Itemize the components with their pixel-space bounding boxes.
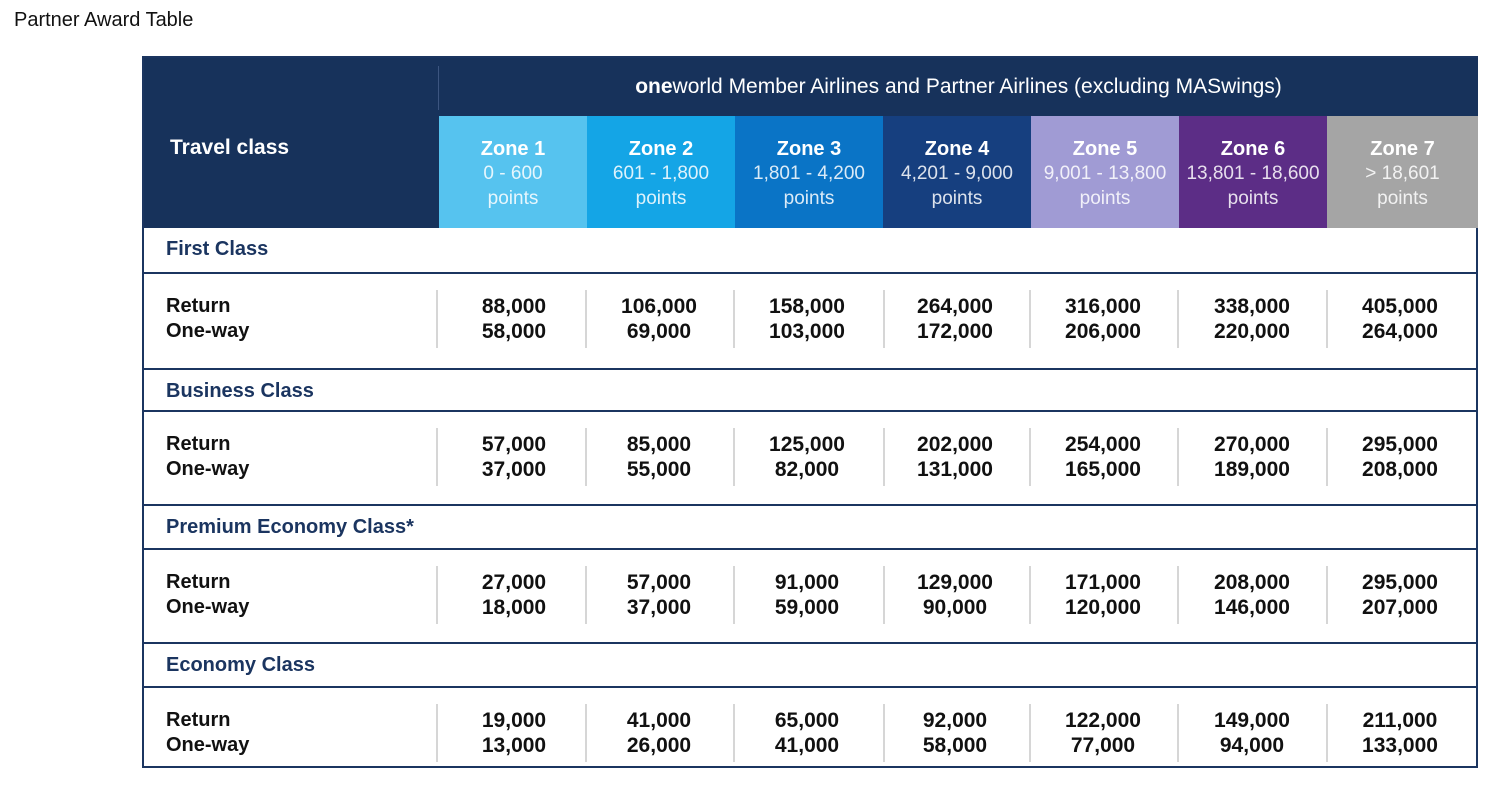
oneway-points: 146,000	[1214, 596, 1290, 619]
return-points: 405,000	[1362, 295, 1438, 318]
points-cell	[733, 708, 881, 758]
section-title: Economy Class	[166, 654, 315, 676]
oneway-points: 41,000	[774, 734, 840, 757]
return-points: 254,000	[1065, 433, 1141, 456]
zone-unit: points	[1227, 188, 1279, 209]
airline-group-title	[439, 58, 1478, 116]
return-points: 171,000	[1065, 571, 1141, 594]
return-points: 295,000	[1362, 433, 1438, 456]
return-points: 295,000	[1362, 571, 1438, 594]
oneway-points: 58,000	[922, 734, 988, 757]
oneway-label: One-way	[166, 320, 250, 342]
zone-header-3	[735, 116, 883, 228]
points-cell	[881, 432, 1029, 482]
oneway-points: 94,000	[1219, 734, 1285, 757]
return-points: 85,000	[626, 433, 692, 456]
return-points: 211,000	[1362, 709, 1438, 732]
return-points: 264,000	[917, 295, 993, 318]
zone-range: 4,201 - 9,000	[901, 163, 1013, 184]
zone-unit: points	[635, 188, 687, 209]
points-cell	[440, 294, 588, 344]
travel-class-label: Travel class	[170, 136, 290, 159]
oneway-label: One-way	[166, 734, 250, 756]
zone-name: Zone 6	[1220, 138, 1286, 160]
row-label	[166, 294, 249, 344]
return-points: 88,000	[481, 295, 547, 318]
column-separator	[436, 290, 438, 348]
points-cell	[881, 570, 1029, 620]
return-points: 129,000	[917, 571, 993, 594]
return-points: 106,000	[621, 295, 697, 318]
zone-range: 1,801 - 4,200	[753, 163, 865, 184]
points-cell	[1029, 294, 1177, 344]
oneway-points: 37,000	[481, 458, 547, 481]
oneway-points: 37,000	[626, 596, 692, 619]
zone-range: 0 - 600	[483, 163, 543, 184]
oneworld-bold-text: one	[635, 75, 673, 98]
points-cell	[585, 708, 733, 758]
zone-header-7	[1327, 116, 1478, 228]
zone-header-2	[587, 116, 735, 228]
points-cell	[1178, 570, 1326, 620]
column-separator	[436, 566, 438, 624]
return-label: Return	[166, 709, 231, 731]
oneway-label: One-way	[166, 458, 250, 480]
oneway-points: 18,000	[481, 596, 547, 619]
return-points: 316,000	[1065, 295, 1141, 318]
section-title: Premium Economy Class*	[166, 516, 414, 538]
return-points: 27,000	[481, 571, 547, 594]
points-cell	[1178, 708, 1326, 758]
oneway-label: One-way	[166, 596, 250, 618]
return-points: 57,000	[626, 571, 692, 594]
oneway-points: 165,000	[1065, 458, 1141, 481]
points-cell	[1326, 570, 1474, 620]
points-cell	[440, 432, 588, 482]
oneway-points: 131,000	[917, 458, 993, 481]
zone-name: Zone 4	[924, 138, 990, 160]
oneway-points: 58,000	[481, 320, 547, 343]
group-title-text: world Member Airlines and Partner Airlines (excluding MASwings)	[672, 75, 1282, 98]
zone-unit: points	[783, 188, 835, 209]
section-header	[144, 504, 1478, 550]
oneway-points: 208,000	[1362, 458, 1438, 481]
return-points: 270,000	[1214, 433, 1290, 456]
points-cell	[585, 432, 733, 482]
zone-range: > 18,601	[1365, 163, 1440, 184]
zone-name: Zone 3	[776, 138, 842, 160]
zone-unit: points	[487, 188, 539, 209]
row-label	[166, 432, 249, 482]
return-points: 65,000	[774, 709, 840, 732]
oneway-points: 59,000	[774, 596, 840, 619]
oneway-points: 90,000	[922, 596, 988, 619]
column-separator	[436, 428, 438, 486]
oneway-points: 82,000	[774, 458, 840, 481]
return-label: Return	[166, 295, 231, 317]
section-header	[144, 642, 1478, 688]
zone-header-1	[439, 116, 587, 228]
zone-range: 9,001 - 13,800	[1043, 163, 1167, 184]
section-title: First Class	[166, 238, 269, 260]
points-cell	[881, 294, 1029, 344]
points-cell	[1178, 294, 1326, 344]
oneway-points: 206,000	[1065, 320, 1141, 343]
return-points: 92,000	[922, 709, 988, 732]
zone-name: Zone 7	[1370, 138, 1435, 160]
zone-unit: points	[1079, 188, 1131, 209]
oneway-points: 189,000	[1214, 458, 1290, 481]
return-points: 57,000	[481, 433, 547, 456]
zone-name: Zone 2	[628, 138, 694, 160]
return-points: 149,000	[1214, 709, 1290, 732]
oneway-points: 220,000	[1214, 320, 1290, 343]
points-cell	[1029, 432, 1177, 482]
oneway-points: 26,000	[626, 734, 692, 757]
zone-name: Zone 5	[1072, 138, 1138, 160]
return-points: 125,000	[769, 433, 845, 456]
points-cell	[585, 294, 733, 344]
points-cell	[733, 432, 881, 482]
points-cell	[1326, 708, 1474, 758]
oneway-points: 103,000	[769, 320, 845, 343]
zone-header-5	[1031, 116, 1179, 228]
section-title: Business Class	[166, 380, 314, 402]
points-cell	[881, 708, 1029, 758]
return-points: 208,000	[1214, 571, 1290, 594]
return-label: Return	[166, 571, 231, 593]
points-cell	[585, 570, 733, 620]
points-cell	[440, 570, 588, 620]
page-title: Partner Award Table	[14, 9, 194, 31]
zone-header-6	[1179, 116, 1327, 228]
oneway-points: 120,000	[1065, 596, 1141, 619]
points-cell	[1029, 570, 1177, 620]
points-cell	[1326, 294, 1474, 344]
partner-award-table	[142, 56, 1478, 768]
points-cell	[440, 708, 588, 758]
return-label: Return	[166, 433, 231, 455]
table-header	[144, 58, 1478, 228]
table-row	[144, 274, 1478, 366]
zone-name: Zone 1	[480, 138, 546, 160]
table-row	[144, 688, 1478, 780]
table-row	[144, 550, 1478, 642]
return-points: 122,000	[1065, 709, 1141, 732]
points-cell	[1029, 708, 1177, 758]
section-header	[144, 368, 1478, 412]
table-row	[144, 412, 1478, 504]
oneway-points: 13,000	[481, 734, 547, 757]
oneway-points: 55,000	[626, 458, 692, 481]
row-label	[166, 708, 249, 758]
section-header	[144, 228, 1478, 274]
return-points: 338,000	[1214, 295, 1290, 318]
oneway-points: 77,000	[1070, 734, 1136, 757]
row-label	[166, 570, 249, 620]
oneway-points: 172,000	[917, 320, 993, 343]
oneway-points: 264,000	[1362, 320, 1438, 343]
zone-range: 13,801 - 18,600	[1186, 163, 1320, 184]
return-points: 202,000	[917, 433, 993, 456]
column-separator	[436, 704, 438, 762]
points-cell	[1178, 432, 1326, 482]
zone-header-4	[883, 116, 1031, 228]
zone-unit: points	[1377, 188, 1428, 209]
zone-unit: points	[931, 188, 983, 209]
zone-range: 601 - 1,800	[612, 163, 710, 184]
oneway-points: 133,000	[1362, 734, 1438, 757]
points-cell	[733, 294, 881, 344]
points-cell	[733, 570, 881, 620]
return-points: 158,000	[769, 295, 845, 318]
points-cell	[1326, 432, 1474, 482]
return-points: 41,000	[626, 709, 692, 732]
return-points: 19,000	[481, 709, 547, 732]
oneway-points: 69,000	[626, 320, 692, 343]
oneway-points: 207,000	[1362, 596, 1438, 619]
return-points: 91,000	[774, 571, 840, 594]
